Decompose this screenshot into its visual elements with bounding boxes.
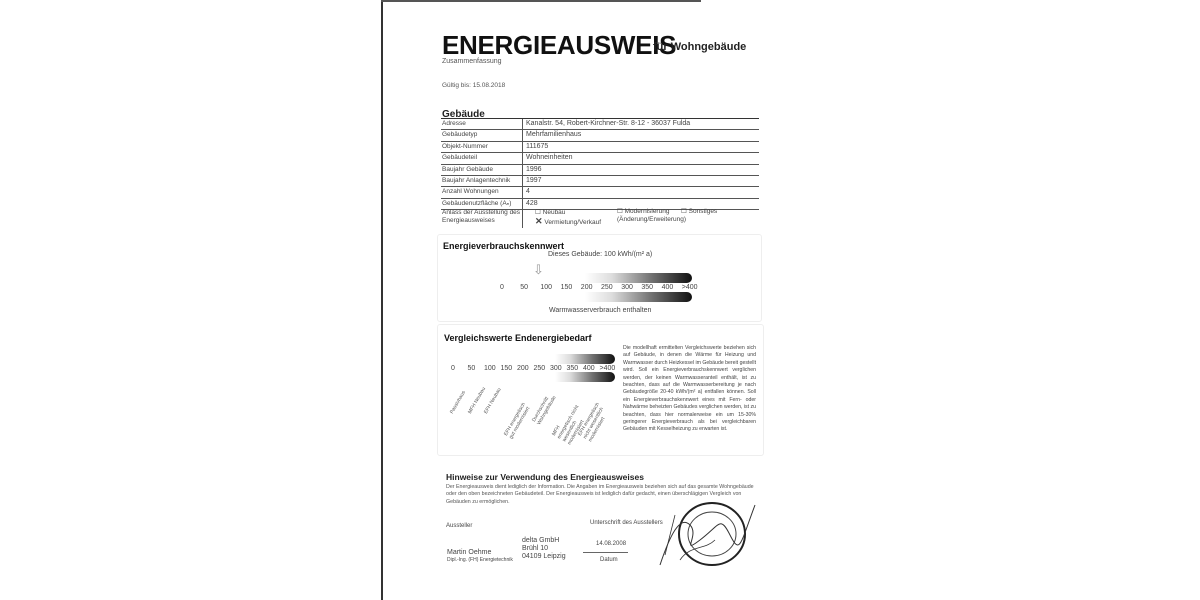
- row-value: 428: [526, 199, 538, 207]
- scale-tick: >400: [681, 284, 698, 291]
- arrow-down-icon: ⇩: [533, 262, 544, 277]
- issuer-label: Aussteller: [446, 523, 473, 529]
- signature-stamp: [650, 495, 760, 575]
- option-neubau[interactable]: ☐ Neubau: [535, 209, 566, 216]
- comparison-heading: Vergleichswerte Endenergiebedarf: [444, 333, 592, 343]
- scale-tick: 200: [580, 284, 593, 291]
- section-label: Zusammenfassung: [442, 58, 502, 65]
- comparison-description: Die modellhaft ermittelten Vergleichswerte beziehen sich auf Gebäude, in denen die Wärme für Heizung und Warmwasser durch Heizkessel im Gebäude bereit gestellt wird. Soll ein Energieverbrauchskennwert verglichen werden, der keinen Warmwasseranteil enthält, ist zu beachten, dass auf die Warmwasserbereitung je nach Gebäudegröße 20-40 kWh/(m² a) entfallen können. Soll ein Energieverbrauchskennwert eines mit Fern- oder Nahwärme beheizten Gebäudes verglichen werden, ist zu beachten, dass hier normalerweise ein um 15-30% geringerer Energieverbrauch als bei vergleichbaren Gebäuden mit Kesselheizung zu erwarten ist.: [623, 345, 757, 433]
- company-street: Brühl 10: [522, 545, 549, 552]
- table-row: [441, 176, 759, 187]
- notes-heading: Hinweise zur Verwendung des Energieausweises: [446, 472, 644, 482]
- row-label: Baujahr Gebäude: [441, 165, 523, 175]
- consumption-note: Warmwasserverbrauch enthalten: [549, 307, 652, 314]
- scale-tick: 100: [484, 365, 496, 372]
- option-sonstiges[interactable]: ☐ Sonstiges: [681, 208, 718, 215]
- consumption-heading: Energieverbrauchskennwert: [443, 241, 565, 251]
- comparison-category: Durchschnitt Wohngebäude: [531, 394, 558, 426]
- table-row: [441, 153, 759, 164]
- row-value: 1996: [526, 165, 542, 173]
- row-label: Adresse: [441, 119, 523, 129]
- scale-tick: 200: [517, 365, 529, 372]
- row-value: 1997: [526, 176, 542, 184]
- company-city: 04109 Leipzig: [522, 553, 566, 560]
- row-label: Objekt-Nummer: [441, 142, 523, 152]
- table-row: [441, 130, 759, 141]
- row-value: 111675: [526, 142, 549, 150]
- row-label: Gebäudenutzfläche (Aₙ): [441, 199, 523, 209]
- table-row: [441, 119, 759, 130]
- option-modernisierung[interactable]: ☐ Modernisierung (Änderung/Erweiterung): [617, 208, 687, 223]
- document-subtitle: für Wohngebäude: [653, 41, 747, 53]
- row-label: Gebäudeteil: [441, 153, 523, 163]
- date-label: Datum: [600, 557, 618, 563]
- building-table: [441, 118, 759, 210]
- option-label: Vermietung/Verkauf: [544, 219, 602, 226]
- comparison-bar-top: [555, 354, 615, 364]
- signature-label: Unterschrift des Ausstellers: [590, 520, 663, 526]
- reason-label: Anlass der Ausstellung des Energieausweises: [442, 209, 521, 224]
- divider: [522, 208, 523, 228]
- comparison-category: MFH Neubau: [467, 386, 488, 415]
- row-value: Wohneinheiten: [526, 154, 573, 162]
- page-top-edge: [381, 0, 701, 2]
- issuer-title: Dipl.-Ing. (FH) Energietechnik: [447, 557, 513, 563]
- scale-tick: 0: [500, 284, 504, 291]
- comparison-category: EFH energetisch nicht wesentlich modernisiert: [577, 401, 607, 443]
- company-name: delta GmbH: [522, 537, 560, 544]
- scale-tick: 150: [500, 365, 513, 372]
- scale-tick: 50: [467, 365, 476, 372]
- date-line: [583, 552, 628, 553]
- scale-tick: >400: [599, 365, 616, 372]
- scale-tick: 50: [520, 284, 528, 291]
- option-label: Modernisierung (Änderung/Erweiterung): [617, 208, 687, 223]
- scale-bar-bottom: [585, 292, 692, 302]
- scale-tick: 100: [540, 284, 553, 291]
- issue-date: 14.08.2008: [596, 541, 627, 547]
- comparison-category: EFH Neubau: [483, 386, 503, 415]
- scale-tick: 350: [566, 365, 579, 372]
- valid-until: Gültig bis: 15.08.2018: [442, 82, 506, 89]
- scale-tick: 400: [583, 365, 595, 372]
- scale-tick: 300: [621, 284, 633, 291]
- row-label: Baujahr Anlagentechnik: [441, 176, 523, 186]
- this-building-value: Dieses Gebäude: 100 kWh/(m² a): [548, 251, 653, 258]
- row-value: Kanalstr. 54, Robert-Kirchner-Str. 8-12 - 36037 Fulda: [526, 120, 691, 127]
- row-label: Gebäudetyp: [441, 130, 523, 140]
- row-label: Anzahl Wohnungen: [441, 187, 523, 197]
- option-label: Neubau: [542, 209, 566, 216]
- comparison-bar-bottom: [555, 372, 615, 382]
- option-vermietung[interactable]: ✕ Vermietung/Verkauf: [535, 216, 602, 226]
- scale-tick: 0: [451, 365, 455, 372]
- scale-tick: 300: [550, 365, 562, 372]
- scale-tick: 250: [601, 284, 613, 291]
- comparison-category: MFH energetisch nicht wesentlich modernisiert: [551, 404, 586, 446]
- table-row: [441, 142, 759, 153]
- table-row: [441, 165, 759, 176]
- scale-tick: 400: [661, 284, 674, 291]
- option-label: Sonstiges: [688, 208, 718, 215]
- document-title: ENERGIEAUSWEIS: [442, 30, 677, 60]
- row-value: Mehrfamilienhaus: [526, 131, 582, 139]
- notes-text: Der Energieausweis dient lediglich der Information. Die Angaben im Energieausweis beziehen sich auf das gesamte Wohngebäude oder den oben bezeichneten Gebäudeteil. Der Energieausweis ist lediglich dafür gedacht, einen überschlägigen Vergleich von Gebäuden zu ermöglichen.: [446, 484, 754, 505]
- comparison-category: Passivhaus: [449, 389, 467, 415]
- row-value: 4: [526, 188, 530, 196]
- scale-tick: 250: [533, 365, 546, 372]
- scale-tick: 350: [641, 284, 654, 291]
- table-row: [441, 187, 759, 198]
- scale-tick: 150: [560, 284, 573, 291]
- comparison-category: EFH energetisch gut modernisiert: [503, 401, 532, 440]
- issuer-name: Martin Oehme: [447, 549, 492, 556]
- building-heading: Gebäude: [442, 109, 485, 120]
- scale-bar-top: [585, 273, 692, 283]
- page-edge: [381, 0, 383, 600]
